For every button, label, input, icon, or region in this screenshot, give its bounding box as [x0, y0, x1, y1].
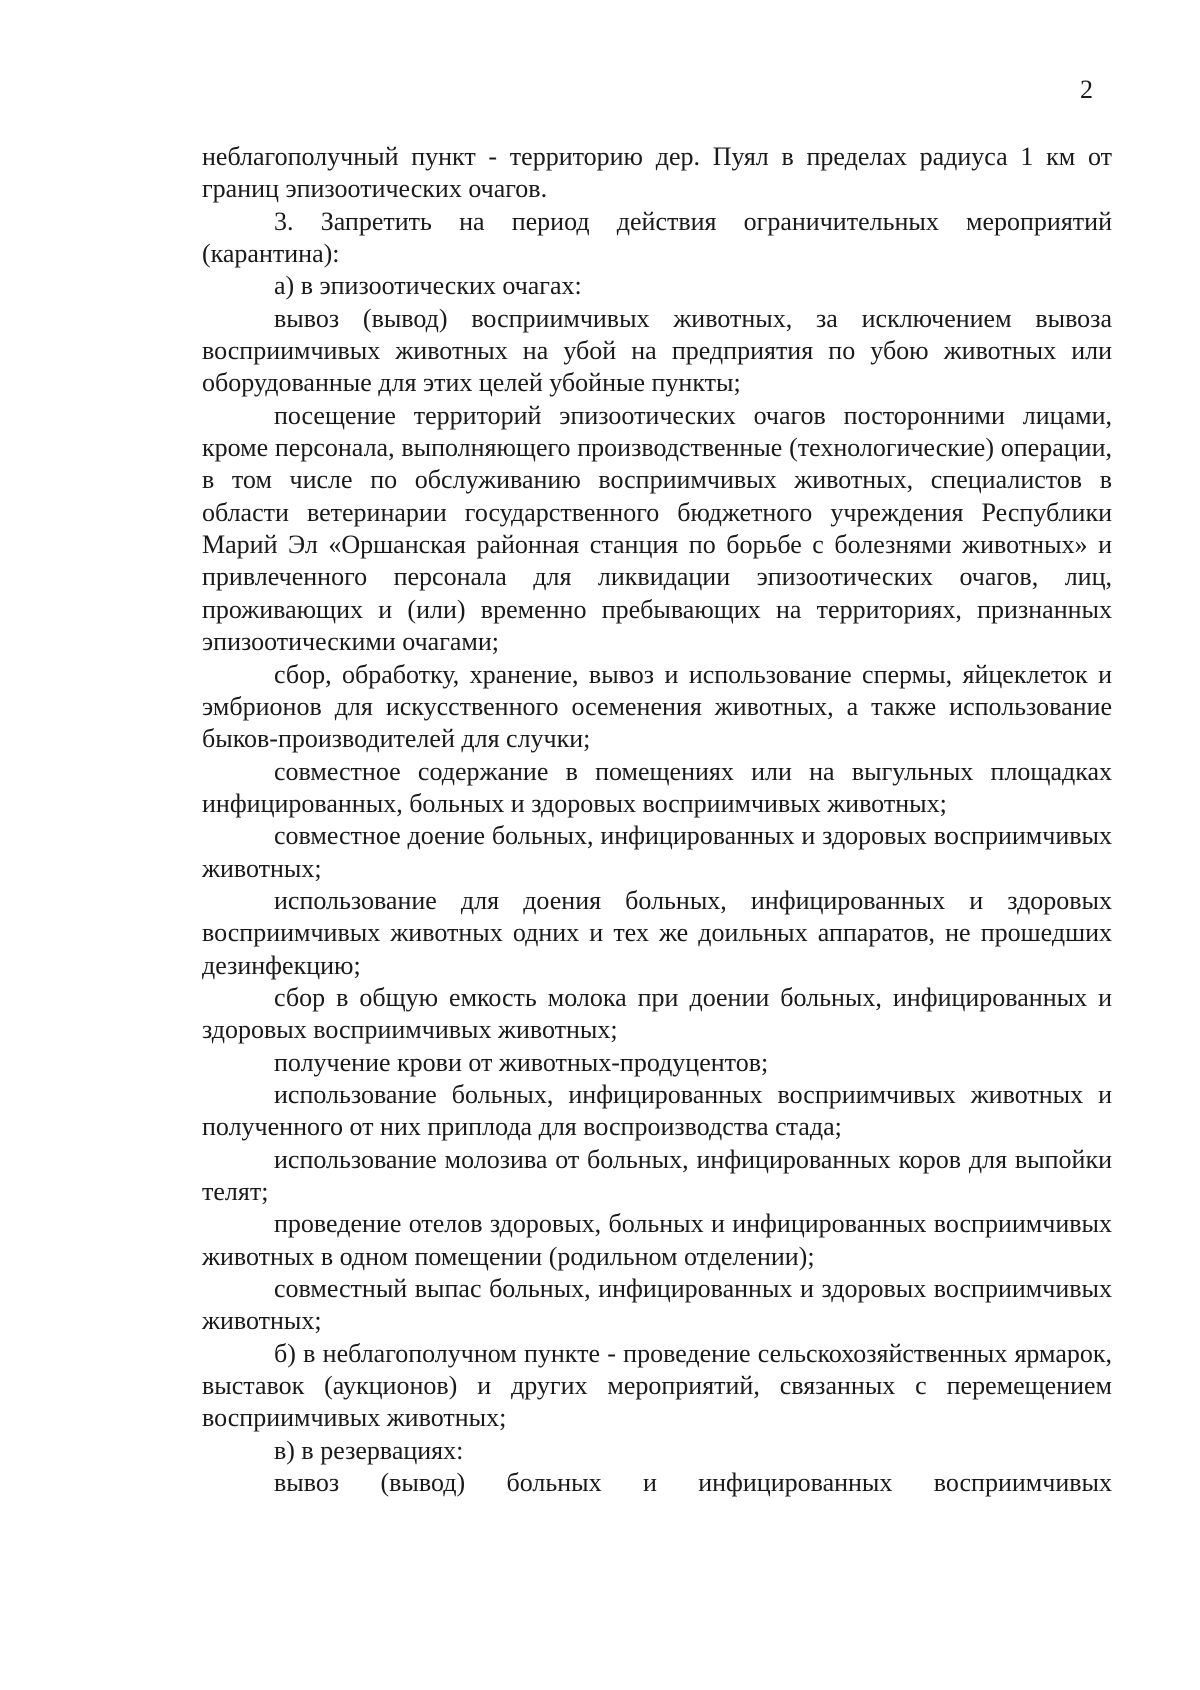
- paragraph-milking-machines: использование для доения больных, инфицированных и здоровых восприимчивых животных одних и тех же доильных аппаратов, не прошедших дезинфекцию;: [202, 885, 1112, 980]
- paragraph-visiting-territories: посещение территорий эпизоотических очагов посторонними лицами, кроме персонала, выполняющего производственные (технологические) операции, в том числе по обслуживанию восприимчивых животных, специалистов в области ветеринарии государственного бюджетного учреждения Республики Марий Эл «Оршанская районная станция по борьбе с болезнями животных» и привлеченного персонала для ликвидации эпизоотических очагов, лиц, проживающих и (или) временно пребывающих на территориях, признанных эпизоотическими очагами;: [202, 400, 1112, 657]
- paragraph-subsection-a: а) в эпизоотических очагах:: [274, 271, 582, 301]
- paragraph-export-sick-animals: вывоз (вывод) больных и инфицированных восприимчивых: [274, 1468, 1112, 1498]
- paragraph-export-animals: вывоз (вывод) восприимчивых животных, за исключением вывоза восприимчивых животных на убой на предприятия по убою животных или оборудованные для этих целей убойные пункты;: [202, 303, 1112, 398]
- paragraph-trouble-point: неблагополучный пункт - территорию дер. Пуял в пределах радиуса 1 км от границ эпизоотических очагов.: [202, 142, 1112, 204]
- paragraph-sperm-collection: сбор, обработку, хранение, вывоз и использование спермы, яйцеклеток и эмбрионов для искусственного осеменения животных, а также использование быков-производителей для случки;: [202, 659, 1112, 754]
- paragraph-joint-milking: совместное доение больных, инфицированных и здоровых восприимчивых животных;: [202, 821, 1112, 883]
- paragraph-joint-grazing: совместный выпас больных, инфицированных и здоровых восприимчивых животных;: [202, 1274, 1112, 1336]
- paragraph-prohibit-heading: 3. Запретить на период действия ограничительных мероприятий (карантина):: [202, 206, 1112, 269]
- paragraph-milk-collection: сбор в общую емкость молока при доении больных, инфицированных и здоровых восприимчивых животных;: [202, 982, 1112, 1045]
- paragraph-calving: проведение отелов здоровых, больных и инфицированных восприимчивых животных в одном помещении (родильном отделении);: [202, 1209, 1112, 1271]
- paragraph-colostrum: использование молозива от больных, инфицированных коров для выпойки телят;: [202, 1144, 1112, 1206]
- paragraph-reproduction: использование больных, инфицированных восприимчивых животных и полученного от них приплода для воспроизводства стада;: [202, 1079, 1112, 1142]
- paragraph-joint-keeping: совместное содержание в помещениях или на выгульных площадках инфицированных, больных и здоровых восприимчивых животных;: [202, 756, 1112, 818]
- document-body: [202, 141, 1112, 1499]
- paragraph-subsection-v: в) в резервациях:: [274, 1435, 464, 1465]
- paragraph-subsection-b: б) в неблагополучном пункте - проведение сельскохозяйственных ярмарок, выставок (аукционов) и других мероприятий, связанных с перемещением восприимчивых животных;: [202, 1338, 1112, 1433]
- paragraph-blood-collection: получение крови от животных-продуцентов;: [274, 1047, 769, 1077]
- page-number: 2: [1080, 75, 1093, 104]
